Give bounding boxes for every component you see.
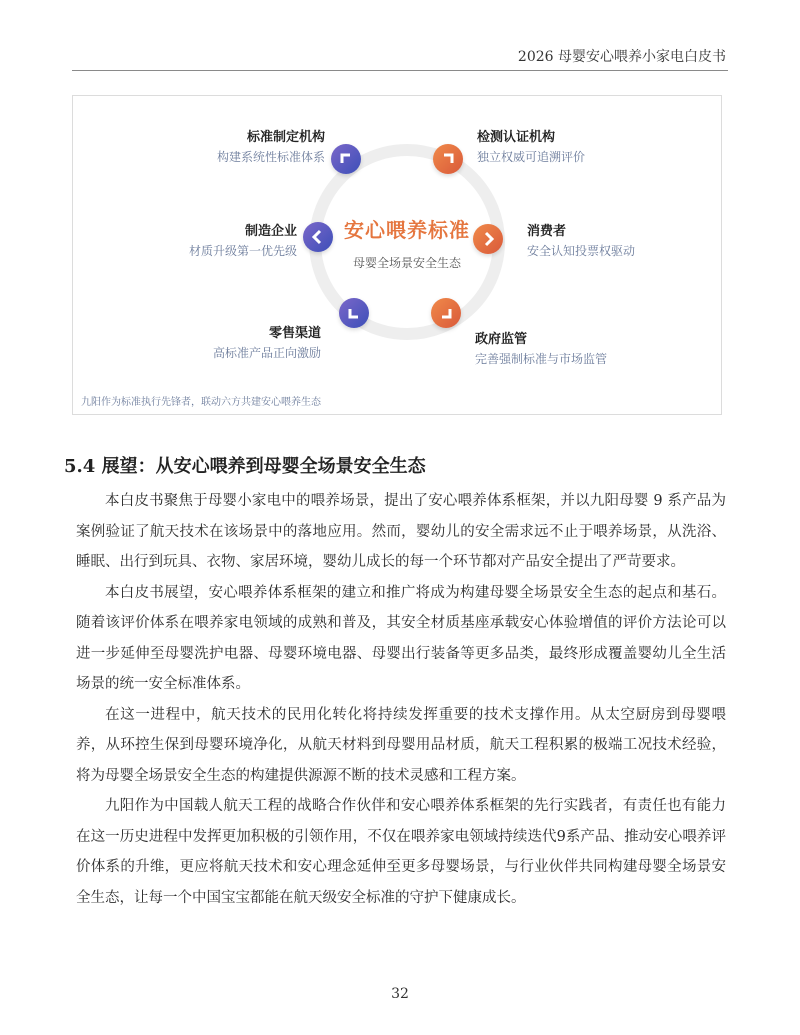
header-title: 2026 母婴安心喂养小家电白皮书 <box>517 49 726 65</box>
label-consumer-title: 消费者 <box>527 224 567 239</box>
label-manufacturer-title: 制造企业 <box>244 224 297 239</box>
ecosystem-figure <box>72 95 722 415</box>
center-title: 安心喂养标准 <box>344 218 470 242</box>
label-standards <box>217 126 325 165</box>
label-consumer-subtitle: 安全认知投票权驱动 <box>527 244 636 258</box>
label-certification-title: 检测认证机构 <box>477 130 556 145</box>
label-standards-title: 标准制定机构 <box>246 130 325 145</box>
node-government-icon <box>431 298 461 328</box>
label-manufacturer-subtitle: 材质升级第一优先级 <box>188 244 297 258</box>
node-standards-icon <box>331 144 361 174</box>
center-subtitle: 母婴全场景安全生态 <box>352 256 461 270</box>
label-government <box>475 328 607 367</box>
figure-caption: 九阳作为标准执行先锋者，联动六方共建安心喂养生态 <box>81 397 321 408</box>
page-number: 32 <box>391 986 409 1002</box>
paragraph: 九阳作为中国载人航天工程的战略合作伙伴和安心喂养体系框架的先行实践者，有责任也有能力在这一历史进程中发挥更加积极的引领作用，不仅在喂养家电领域持续迭代9系产品、推动安心喂养评价体系的升维，更应将航天技术和安心理念延伸至更多母婴场景，与行业伙伴共同构建母婴全场景安全生态，让每一个中国宝宝都能在航天级安全标准的守护下健康成长。 <box>76 798 726 906</box>
label-government-subtitle: 完善强制标准与市场监管 <box>475 352 608 366</box>
label-retail <box>213 322 321 361</box>
node-certification-icon <box>433 144 463 174</box>
label-government-title: 政府监管 <box>475 332 528 347</box>
paragraph: 在这一进程中，航天技术的民用化转化将持续发挥重要的技术支撑作用。从太空厨房到母婴喂养，从环控生保到母婴环境净化，从航天材料到母婴用品材质，航天工程积累的极端工况技术经验，将为母婴全场景安全生态的构建提供源源不断的技术灵感和工程方案。 <box>76 706 726 784</box>
node-consumer-icon <box>473 224 503 254</box>
section-body <box>76 486 726 913</box>
paragraph: 本白皮书聚焦于母婴小家电中的喂养场景，提出了安心喂养体系框架，并以九阳母婴 9 系产品为案例验证了航天技术在该场景中的落地应用。然而，婴幼儿的安全需求远不止于喂养场景，从洗浴、睡眠、出行到玩具、衣物、家居环境，婴幼儿成长的每一个环节都对产品安全提出了严苛要求。 <box>76 493 726 570</box>
label-standards-subtitle: 构建系统性标准体系 <box>216 150 325 164</box>
label-retail-title: 零售渠道 <box>268 326 321 341</box>
section-heading: 5.4 展望：从安心喂养到母婴全场景安全生态 <box>64 456 426 477</box>
paragraph: 本白皮书展望，安心喂养体系框架的建立和推广将成为构建母婴全场景安全生态的起点和基石。随着该评价体系在喂养家电领域的成熟和普及，其安全材质基座承载安心体验增值的评价方法论可以进一步延伸至母婴洗护电器、母婴环境电器、母婴出行装备等更多品类，最终形成覆盖婴幼儿全生活场景的统一安全标准体系。 <box>76 584 726 692</box>
node-manufacturer-icon <box>303 222 333 252</box>
node-retail-icon <box>339 298 369 328</box>
header-rule <box>72 70 728 71</box>
label-certification-subtitle: 独立权威可追溯评价 <box>477 150 586 164</box>
label-retail-subtitle: 高标准产品正向激励 <box>212 346 321 360</box>
label-certification <box>477 126 585 165</box>
label-consumer <box>527 220 635 259</box>
label-manufacturer <box>189 220 297 259</box>
